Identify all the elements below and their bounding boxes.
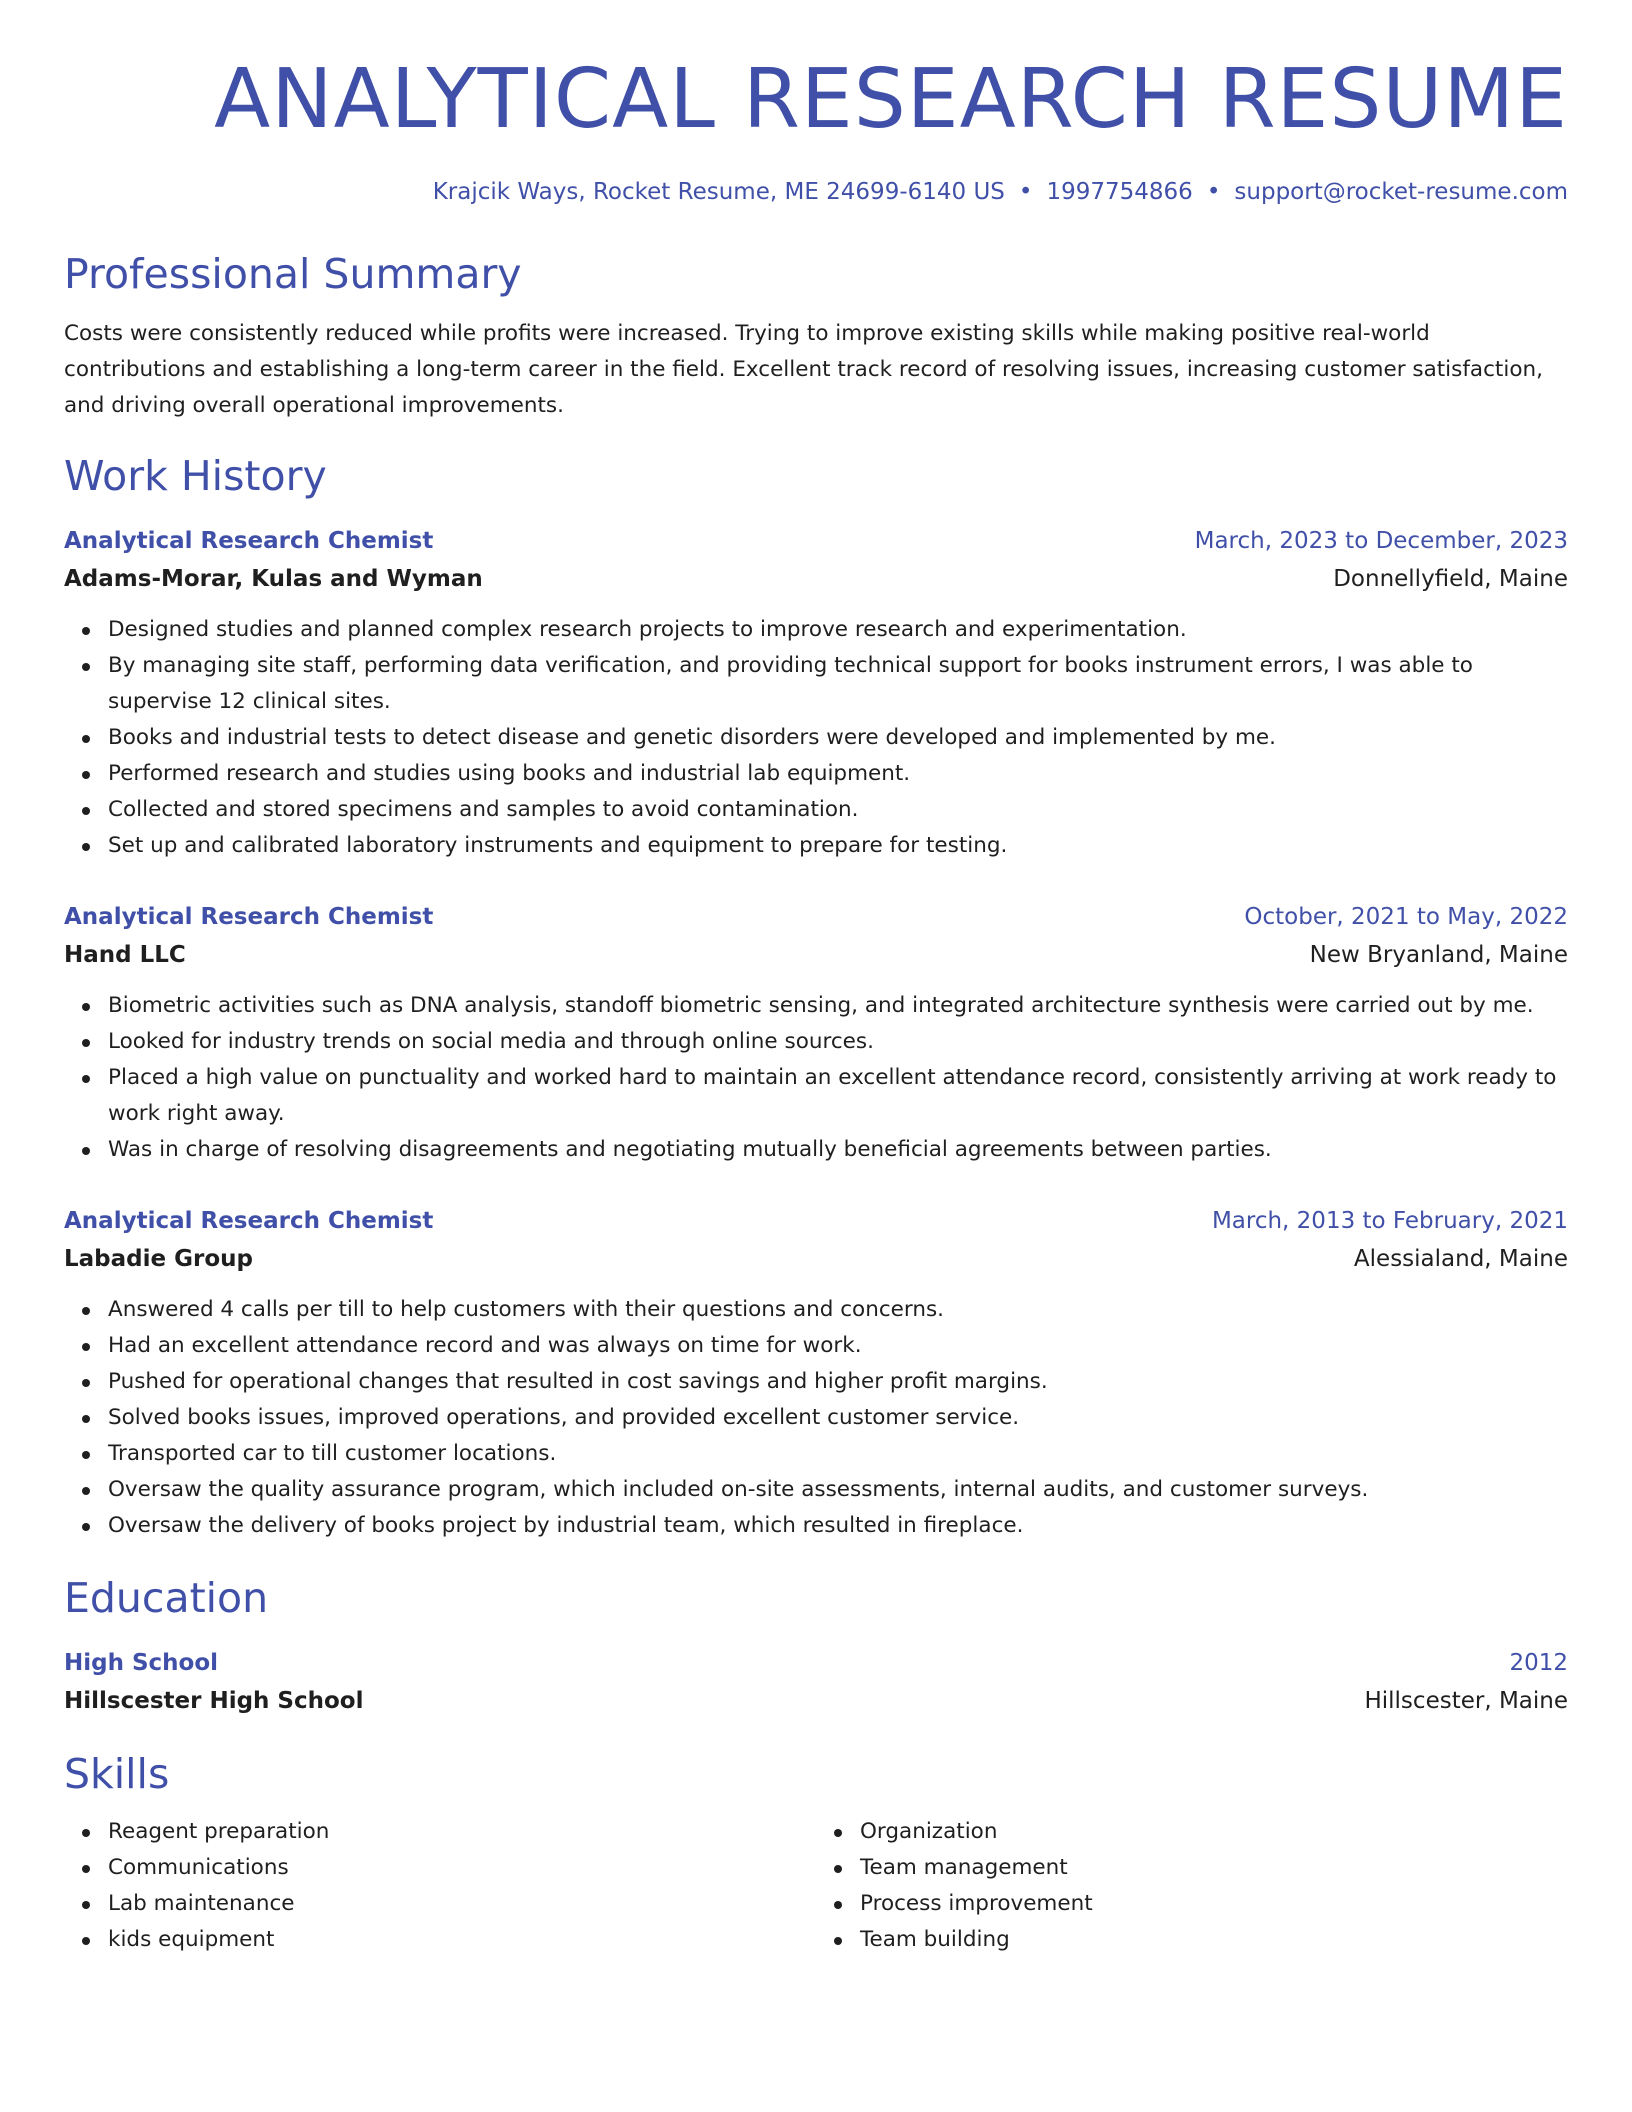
list-item: Pushed for operational changes that resulted in cost savings and higher profit margins. (108, 1364, 1568, 1400)
section-title-education: Education (64, 1574, 269, 1622)
job-company: Labadie Group (64, 1246, 253, 1272)
education-year: 2012 (1509, 1650, 1568, 1676)
skill-item: Communications (108, 1850, 816, 1886)
skills-column-right (816, 1814, 1568, 1958)
list-item: Set up and calibrated laboratory instruments and equipment to prepare for testing. (108, 828, 1568, 864)
contact-address: Krajcik Ways, Rocket Resume, ME 24699-6140 US (432, 179, 1005, 205)
contact-email[interactable]: support@rocket-resume.com (1234, 179, 1568, 205)
section-title-skills: Skills (64, 1750, 170, 1798)
skill-item: kids equipment (108, 1922, 816, 1958)
list-item: Had an excellent attendance record and was always on time for work. (108, 1328, 1568, 1364)
professional-summary-section (64, 250, 1568, 424)
skill-item: Process improvement (860, 1886, 1568, 1922)
list-item: Collected and stored specimens and samples to avoid contamination. (108, 792, 1568, 828)
education-location: Hillscester, Maine (1364, 1688, 1568, 1714)
list-item: Oversaw the quality assurance program, which included on-site assessments, internal audits, and customer surveys. (108, 1472, 1568, 1508)
list-item: Was in charge of resolving disagreements and negotiating mutually beneficial agreements between parties. (108, 1132, 1568, 1168)
skill-item: Lab maintenance (108, 1886, 816, 1922)
education-degree: High School (64, 1650, 219, 1676)
job-entry (64, 898, 1568, 1168)
education-section (64, 1574, 1568, 1720)
skills-section (64, 1750, 1568, 1958)
job-location: New Bryanland, Maine (1309, 942, 1568, 968)
list-item: Answered 4 calls per till to help customers with their questions and concerns. (108, 1292, 1568, 1328)
skill-item: Team management (860, 1850, 1568, 1886)
resume-header (64, 52, 1568, 208)
contact-separator: • (1018, 179, 1033, 205)
job-title: Analytical Research Chemist (64, 528, 434, 554)
list-item: Books and industrial tests to detect disease and genetic disorders were developed and implemented by me. (108, 720, 1568, 756)
job-dates: October, 2021 to May, 2022 (1244, 904, 1568, 930)
skill-item: Team building (860, 1922, 1568, 1958)
list-item: By managing site staff, performing data verification, and providing technical support for books instrument errors, I was able to supervise 12 clinical sites. (108, 648, 1568, 720)
summary-text: Costs were consistently reduced while profits were increased. Trying to improve existing skills while making positive real-world contributions and establishing a long-term career in the field. Excellent track record of resolving issues, increasing customer satisfaction, and driving overall operational improvements. (64, 321, 1543, 418)
job-company: Adams-Morar, Kulas and Wyman (64, 566, 483, 592)
list-item: Transported car to till customer locations. (108, 1436, 1568, 1472)
contact-phone: 1997754866 (1046, 179, 1193, 205)
job-entry (64, 1202, 1568, 1544)
list-item: Oversaw the delivery of books project by industrial team, which resulted in fireplace. (108, 1508, 1568, 1544)
section-title-summary: Professional Summary (64, 250, 522, 298)
job-location: Donnellyfield, Maine (1333, 566, 1568, 592)
work-history-section (64, 452, 1568, 1544)
job-entry (64, 522, 1568, 864)
resume-title: ANALYTICAL RESEARCH RESUME (214, 52, 1568, 147)
skills-column-left (64, 1814, 816, 1958)
list-item: Designed studies and planned complex research projects to improve research and experimentation. (108, 612, 1568, 648)
list-item: Placed a high value on punctuality and worked hard to maintain an excellent attendance record, consistently arriving at work ready to work right away. (108, 1060, 1568, 1132)
list-item: Biometric activities such as DNA analysis, standoff biometric sensing, and integrated architecture synthesis were carried out by me. (108, 988, 1568, 1024)
job-location: Alessialand, Maine (1353, 1246, 1568, 1272)
section-title-work: Work History (64, 452, 327, 500)
skill-item: Reagent preparation (108, 1814, 816, 1850)
job-bullets (64, 1292, 1568, 1544)
job-title: Analytical Research Chemist (64, 1208, 434, 1234)
list-item: Looked for industry trends on social media and through online sources. (108, 1024, 1568, 1060)
job-bullets (64, 612, 1568, 864)
education-entry (64, 1644, 1568, 1720)
education-school: Hillscester High School (64, 1688, 364, 1714)
list-item: Solved books issues, improved operations, and provided excellent customer service. (108, 1400, 1568, 1436)
contact-separator: • (1206, 179, 1221, 205)
skill-item: Organization (860, 1814, 1568, 1850)
job-dates: March, 2013 to February, 2021 (1211, 1208, 1568, 1234)
job-bullets (64, 988, 1568, 1168)
job-title: Analytical Research Chemist (64, 904, 434, 930)
list-item: Performed research and studies using books and industrial lab equipment. (108, 756, 1568, 792)
job-company: Hand LLC (64, 942, 186, 968)
skills-grid (64, 1814, 1568, 1958)
job-dates: March, 2023 to December, 2023 (1194, 528, 1568, 554)
contact-line (64, 176, 1568, 208)
